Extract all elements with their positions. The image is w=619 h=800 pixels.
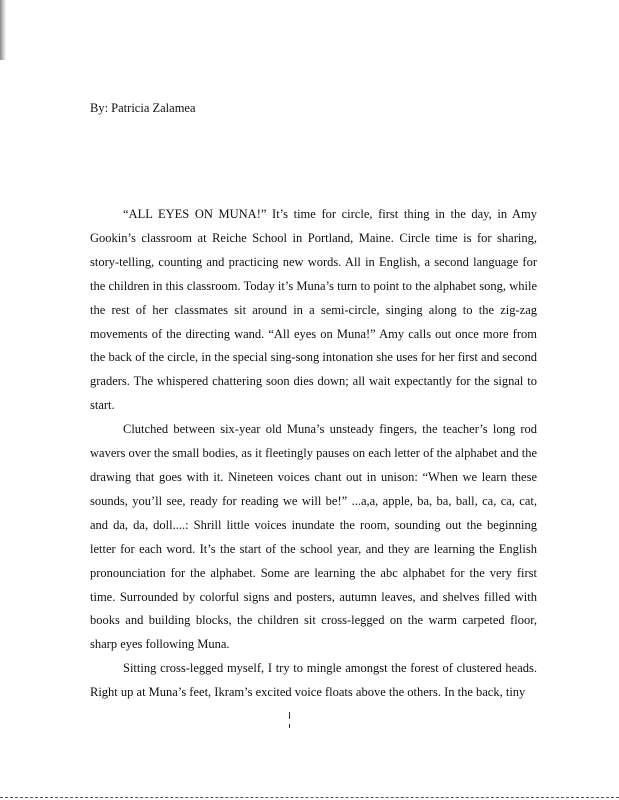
page-mark [286, 712, 292, 736]
byline: By: Patricia Zalamea [90, 101, 196, 115]
bottom-edge-rule [0, 797, 619, 798]
paragraph-1: “ALL EYES ON MUNA!” It’s time for circle, first thing in the day, in Amy Gookin’s classroom at Reiche School in Portland, Maine. Circle time is for sharing, story-telling, counting and practicing new words. All in English, a second language for the children in this classroom. Today it’s Muna’s turn to point to the alphabet song, while the rest of her classmates sit around in a semi-circle, singing along to the zig-zag movements of the directing wand. “All eyes on Muna!” Amy calls out once more from the back of the circle, in the special sing-song intonation she uses for her first and second graders. The whispered chattering soon dies down; all wait expectantly for the signal to start. [90, 207, 537, 413]
paragraph-3: Sitting cross-legged myself, I try to mingle amongst the forest of clustered heads. Right up at Muna’s feet, Ikram’s excited voice floats above the others. In the back, tiny [90, 661, 537, 700]
paragraph-2: Clutched between six-year old Muna’s unsteady fingers, the teacher’s long rod wavers over the small bodies, as it fleetingly pauses on each letter of the alphabet and the drawing that goes with it. Nineteen voices chant out in unison: “When we learn these sounds, you’ll see, ready for reading we will be!” ...a,a, apple, ba, ba, ball, ca, ca, cat, and da, da, doll....: Shrill little voices inundate the room, sounding out the beginning letter for each word. It’s the start of the school year, and they are learning the English pronounciation for the alphabet. Some are learning the abc alphabet for the very first time. Surrounded by colorful signs and posters, autumn leaves, and shelves filled with books and building blocks, the children sit cross-legged on the warm carpeted floor, sharp eyes following Muna. [90, 422, 537, 652]
scan-edge-shadow [0, 0, 6, 60]
body-text [90, 203, 537, 705]
